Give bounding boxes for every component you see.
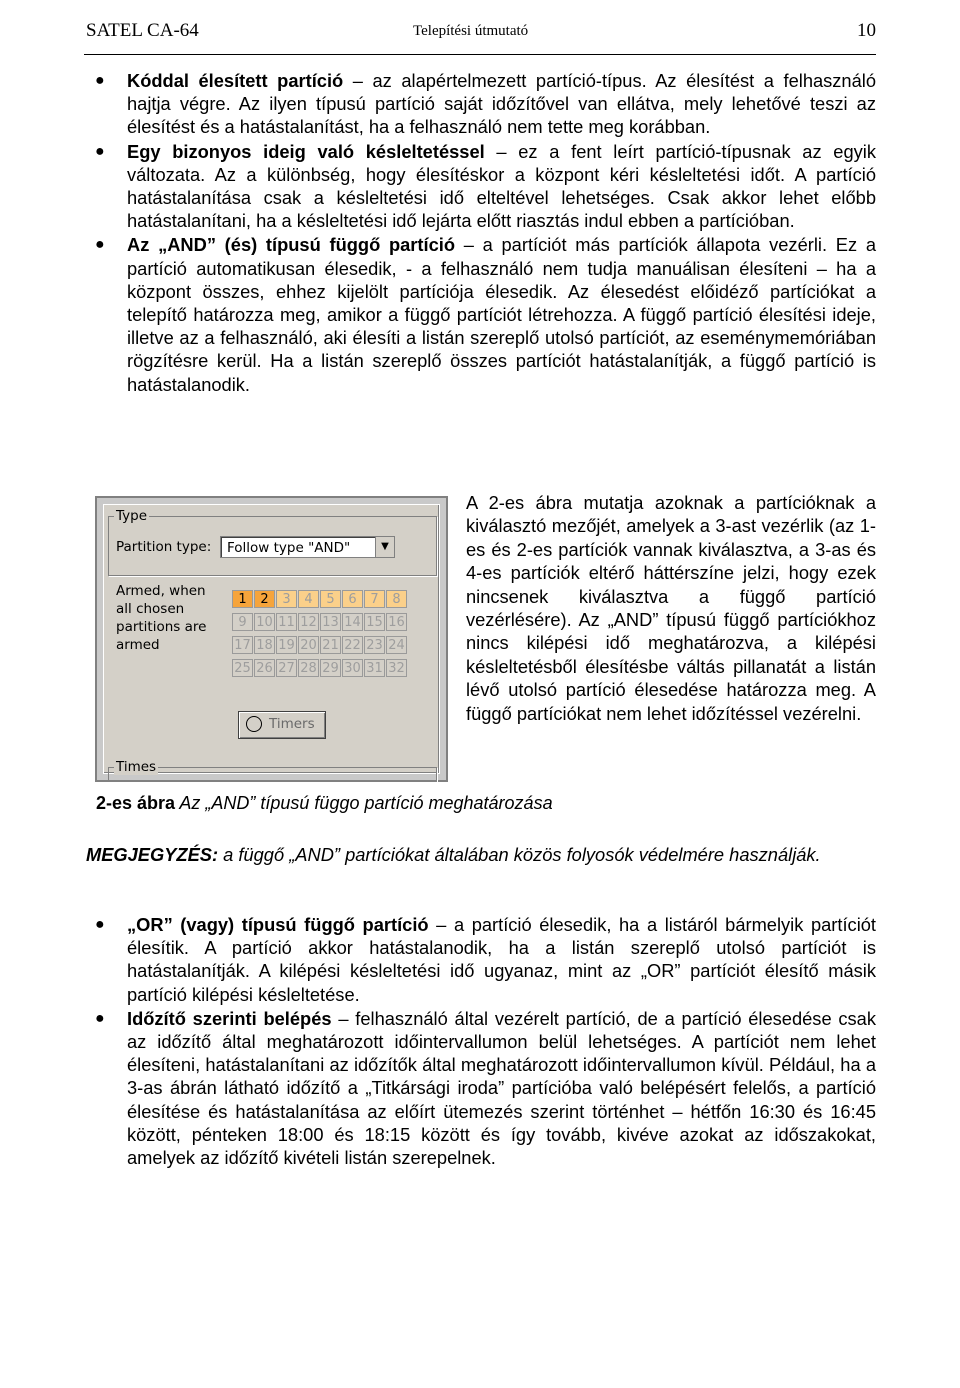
figure-description: A 2-es ábra mutatja azoknak a partícióknak a kiválasztó mezőjét, amelyek a 3-ast vezérlik (az 1-es és 2-es partíciók vannak kiválasztva, a 3-as és 4-es partíciók eltérő háttérszíne jelzi, hogy ezek nincsenek kiválasztva a függő partíció vezérlésére). Az „AND” típusú függő partíciókhoz nincs kilépési idő meghatározva, a kilépési késleltetésből élesítésbe váltás pillanatát a listán lévő utolsó partíció élesedése határozza meg. A függő partíciókat nem lehet időzítéssel vezérelni. <box>466 492 876 724</box>
clock-icon <box>246 716 262 732</box>
item-text: – az alapértelmezett partíció-típus. Az élesítést a felhasználó hajtja végre. Az ilyen típusú partíció saját időzítővel van ellátva, mely lehetővé teszi az élesítést és a hatástalanítást, ha a felhasználó nem tette meg korábban. <box>127 70 876 138</box>
partition-type-screenshot <box>95 496 448 782</box>
partition-cell[interactable]: 15 <box>364 613 385 631</box>
partition-cell[interactable]: 26 <box>254 659 275 677</box>
partition-cell[interactable]: 4 <box>298 590 319 608</box>
partition-cell[interactable]: 2 <box>254 590 275 608</box>
header-title: SATEL CA-64 <box>86 20 199 41</box>
partition-cell[interactable]: 18 <box>254 636 275 654</box>
partition-cell[interactable]: 27 <box>276 659 297 677</box>
header-rule <box>84 54 876 55</box>
armed-text-line: all chosen <box>116 601 185 617</box>
list-item <box>86 1007 876 1169</box>
item-term: Az „AND” (és) típusú függő partíció <box>127 234 455 256</box>
header-subtitle: Telepítési útmutató <box>413 23 529 39</box>
partition-type-label: Partition type: <box>116 539 212 555</box>
partition-cell[interactable]: 29 <box>320 659 341 677</box>
timers-button-label: Timers <box>269 716 315 732</box>
item-term: „OR” (vagy) típusú függő partíció <box>127 914 429 935</box>
type-group-label: Type <box>116 508 148 524</box>
partition-cell[interactable]: 32 <box>386 659 407 677</box>
partition-cell[interactable]: 22 <box>342 636 363 654</box>
partition-cell[interactable]: 16 <box>386 613 407 631</box>
partition-types-list-2 <box>86 913 876 1169</box>
item-text: – felhasználó által vezérelt partíció, de a partíció élesedése csak az időzítő által meghatározott időintervallumon belül lehetséges. A partíciót nem lehet élesíteni, hatástalanítani az időzítők által meghatározott időintervallumon kívül. Például, ha a 3-as ábrán látható időzítő a „Titkársági iroda” partícióba való belépésért felelős, a partíció élesítése és hatástalanítása az előírt ütemezés szerint történhet – hétfőn 16:30 és 16:45 között, pénteken 18:00 és 18:15 között és így tovább, kivéve azokat az időszakokat, amelyek az időzítő kivételi listán szerepelnek. <box>127 1007 876 1169</box>
note <box>86 843 876 866</box>
bullet-icon: ● <box>95 916 105 933</box>
partition-cell[interactable]: 30 <box>342 659 363 677</box>
item-term: Időzítő szerinti belépés <box>127 1007 332 1029</box>
note-label: MEGJEGYZÉS: <box>86 844 219 865</box>
partition-cell[interactable]: 3 <box>276 590 297 608</box>
item-term: Egy bizonyos ideig való késleltetéssel <box>127 140 485 162</box>
partition-cell[interactable]: 8 <box>386 590 407 608</box>
partition-cell[interactable]: 9 <box>232 613 253 631</box>
caption-label: 2-es ábra <box>96 793 176 813</box>
partition-cell[interactable]: 17 <box>232 636 253 654</box>
armed-text-line: Armed, when <box>116 583 206 599</box>
partition-cell[interactable]: 10 <box>254 613 275 631</box>
times-group-label: Times <box>116 759 157 775</box>
partition-cell[interactable]: 31 <box>364 659 385 677</box>
dialog-panel <box>103 504 440 774</box>
partition-cell[interactable]: 25 <box>232 659 253 677</box>
partition-cell[interactable]: 20 <box>298 636 319 654</box>
bullet-icon: ● <box>95 142 105 160</box>
partition-cell[interactable]: 6 <box>342 590 363 608</box>
caption-text: Az „AND” típusú függo partíció meghatározása <box>175 793 553 813</box>
partition-cell[interactable]: 1 <box>232 590 253 608</box>
list-item <box>86 69 876 139</box>
partition-cell[interactable]: 5 <box>320 590 341 608</box>
chevron-down-icon[interactable]: ▼ <box>375 537 394 557</box>
timers-button[interactable] <box>238 711 326 739</box>
partition-cell[interactable]: 21 <box>320 636 341 654</box>
armed-text-line: partitions are <box>116 619 207 635</box>
item-text: – ez a fent leírt partíció-típusnak az egyik változata. Az a különbség, hogy élesítéskor a központ kéri késleltetési időt. A partíció hatástalanítása csak a késleltetési idő elteltével lehetséges. Csak akkor lehet előbb hatástalanítani, ha a késleltetési idő lejárta előtt riasztás indul ebben a partícióban. <box>127 140 876 232</box>
armed-text-line: armed <box>116 637 160 653</box>
list-item <box>86 140 876 233</box>
partition-cell[interactable]: 24 <box>386 636 407 654</box>
page-number: 10 <box>857 20 876 41</box>
partition-cell[interactable]: 19 <box>276 636 297 654</box>
partition-cell[interactable]: 28 <box>298 659 319 677</box>
partition-cell[interactable]: 12 <box>298 613 319 631</box>
list-item <box>86 913 876 1006</box>
note-text: a függő „AND” partíciókat általában közös folyosók védelmére használják. <box>218 844 821 865</box>
figure-caption <box>96 793 553 814</box>
list-item <box>86 233 876 395</box>
partition-type-select[interactable] <box>220 536 395 558</box>
item-text: – a partíciót más partíciók állapota vezérli. Ez a partíció automatikusan élesedik, - a felhasználó nem tudja manuálisan élesíteni – ha a központ összes, ehhez kijelölt partíciója élesedik. Az élesedést előidéző partíciókat a telepítő határozza meg, amikor a függő partíciót létrehozza. A függő partíció élesítési ideje, illetve az a felhasználó, aki élesíti a listán szereplő utolsó partíciót, az eseménymemóriában rögzítésre kerül. Ha a listán szereplő összes partíciót hatástalanítják, a függő partíció is hatástalanodik. <box>127 234 876 395</box>
partition-types-list-1 <box>86 69 876 396</box>
item-term: Kóddal élesített partíció <box>127 70 344 91</box>
partition-type-value: Follow type "AND" <box>227 540 351 556</box>
bullet-icon: ● <box>95 1009 105 1027</box>
partition-cell[interactable]: 11 <box>276 613 297 631</box>
bullet-icon: ● <box>95 72 105 89</box>
partition-cell[interactable]: 7 <box>364 590 385 608</box>
partition-cell[interactable]: 23 <box>364 636 385 654</box>
item-text: – a partíció élesedik, ha a listáról bármelyik partíciót élesítik. A partíció akkor hatástalanodik, ha a listán szereplő utolsó partíciót is hatástalanítják. A kilépési késleltetési idő ugyanaz, mint az „OR” partíciót élesítő másik partíció kilépési késleltetése. <box>127 914 876 1005</box>
partition-cell[interactable]: 13 <box>320 613 341 631</box>
bullet-icon: ● <box>95 236 105 254</box>
page-header <box>0 0 960 58</box>
partition-cell[interactable]: 14 <box>342 613 363 631</box>
